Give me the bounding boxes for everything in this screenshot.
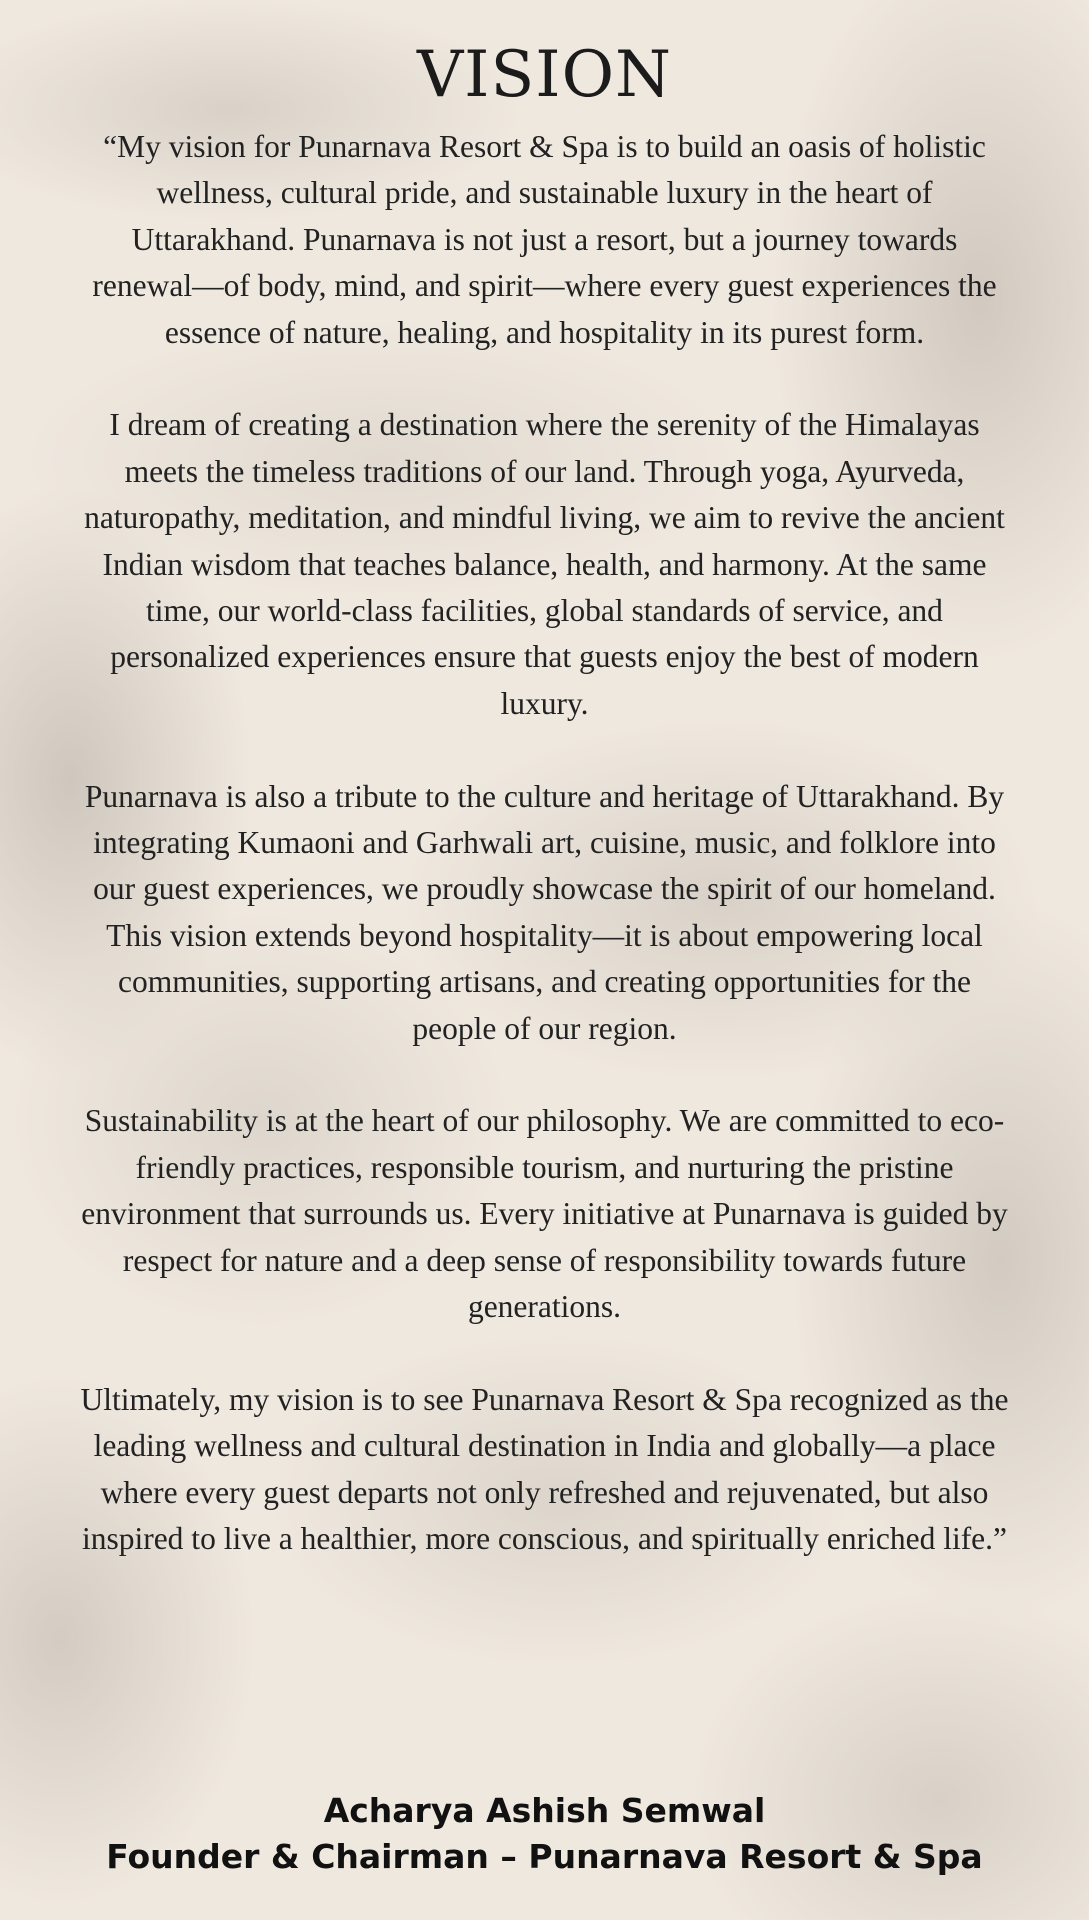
page-title: VISION [416,38,673,112]
signature-block [0,1788,1089,1880]
paragraph-destination: I dream of creating a destination where the serenity of the Himalayas meets the timeless traditions of our land. Through yoga, Ayurveda, naturopathy, meditation, and mindful living, we aim to revive the ancient Indian wisdom that teaches balance, health, and harmony. At the same time, our world-class facilities, global standards of service, and personalized experiences ensure that guests enjoy the best of modern luxury. [84,407,1005,721]
paragraph-conclusion: Ultimately, my vision is to see Punarnava Resort & Spa recognized as the leading wellness and cultural destination in India and globally—a place where every guest departs not only refreshed and rejuvenated, but also inspired to live a healthier, more conscious, and spiritually enriched life.” [80,1381,1009,1557]
signature-name: Acharya Ashish Semwal [323,1791,766,1830]
paragraph-sustainability: Sustainability is at the heart of our philosophy. We are committed to eco-friendly practices, responsible tourism, and nurturing the pristine environment that surrounds us. Every initiative at Punarnava is guided by respect for nature and a deep sense of responsibility towards future generations. [81,1103,1008,1325]
paragraph-intro: “My vision for Punarnava Resort & Spa is to build an oasis of holistic wellness, cultural pride, and sustainable luxury in the heart of Uttarakhand. Punarnava is not just a resort, but a journey towards renewal—of body, mind, and spirit—where every guest experiences the essence of nature, healing, and hospitality in its purest form. [92,129,997,350]
vision-statement [80,124,1009,1563]
signature-role: Founder & Chairman – Punarnava Resort & Spa [106,1837,983,1876]
paragraph-culture: Punarnava is also a tribute to the culture and heritage of Uttarakhand. By integrating Kumaoni and Garhwali art, cuisine, music, and folklore into our guest experiences, we proudly showcase the spirit of our homeland. This vision extends beyond hospitality—it is about empowering local communities, supporting artisans, and creating opportunities for the people of our region. [84,778,1005,1046]
